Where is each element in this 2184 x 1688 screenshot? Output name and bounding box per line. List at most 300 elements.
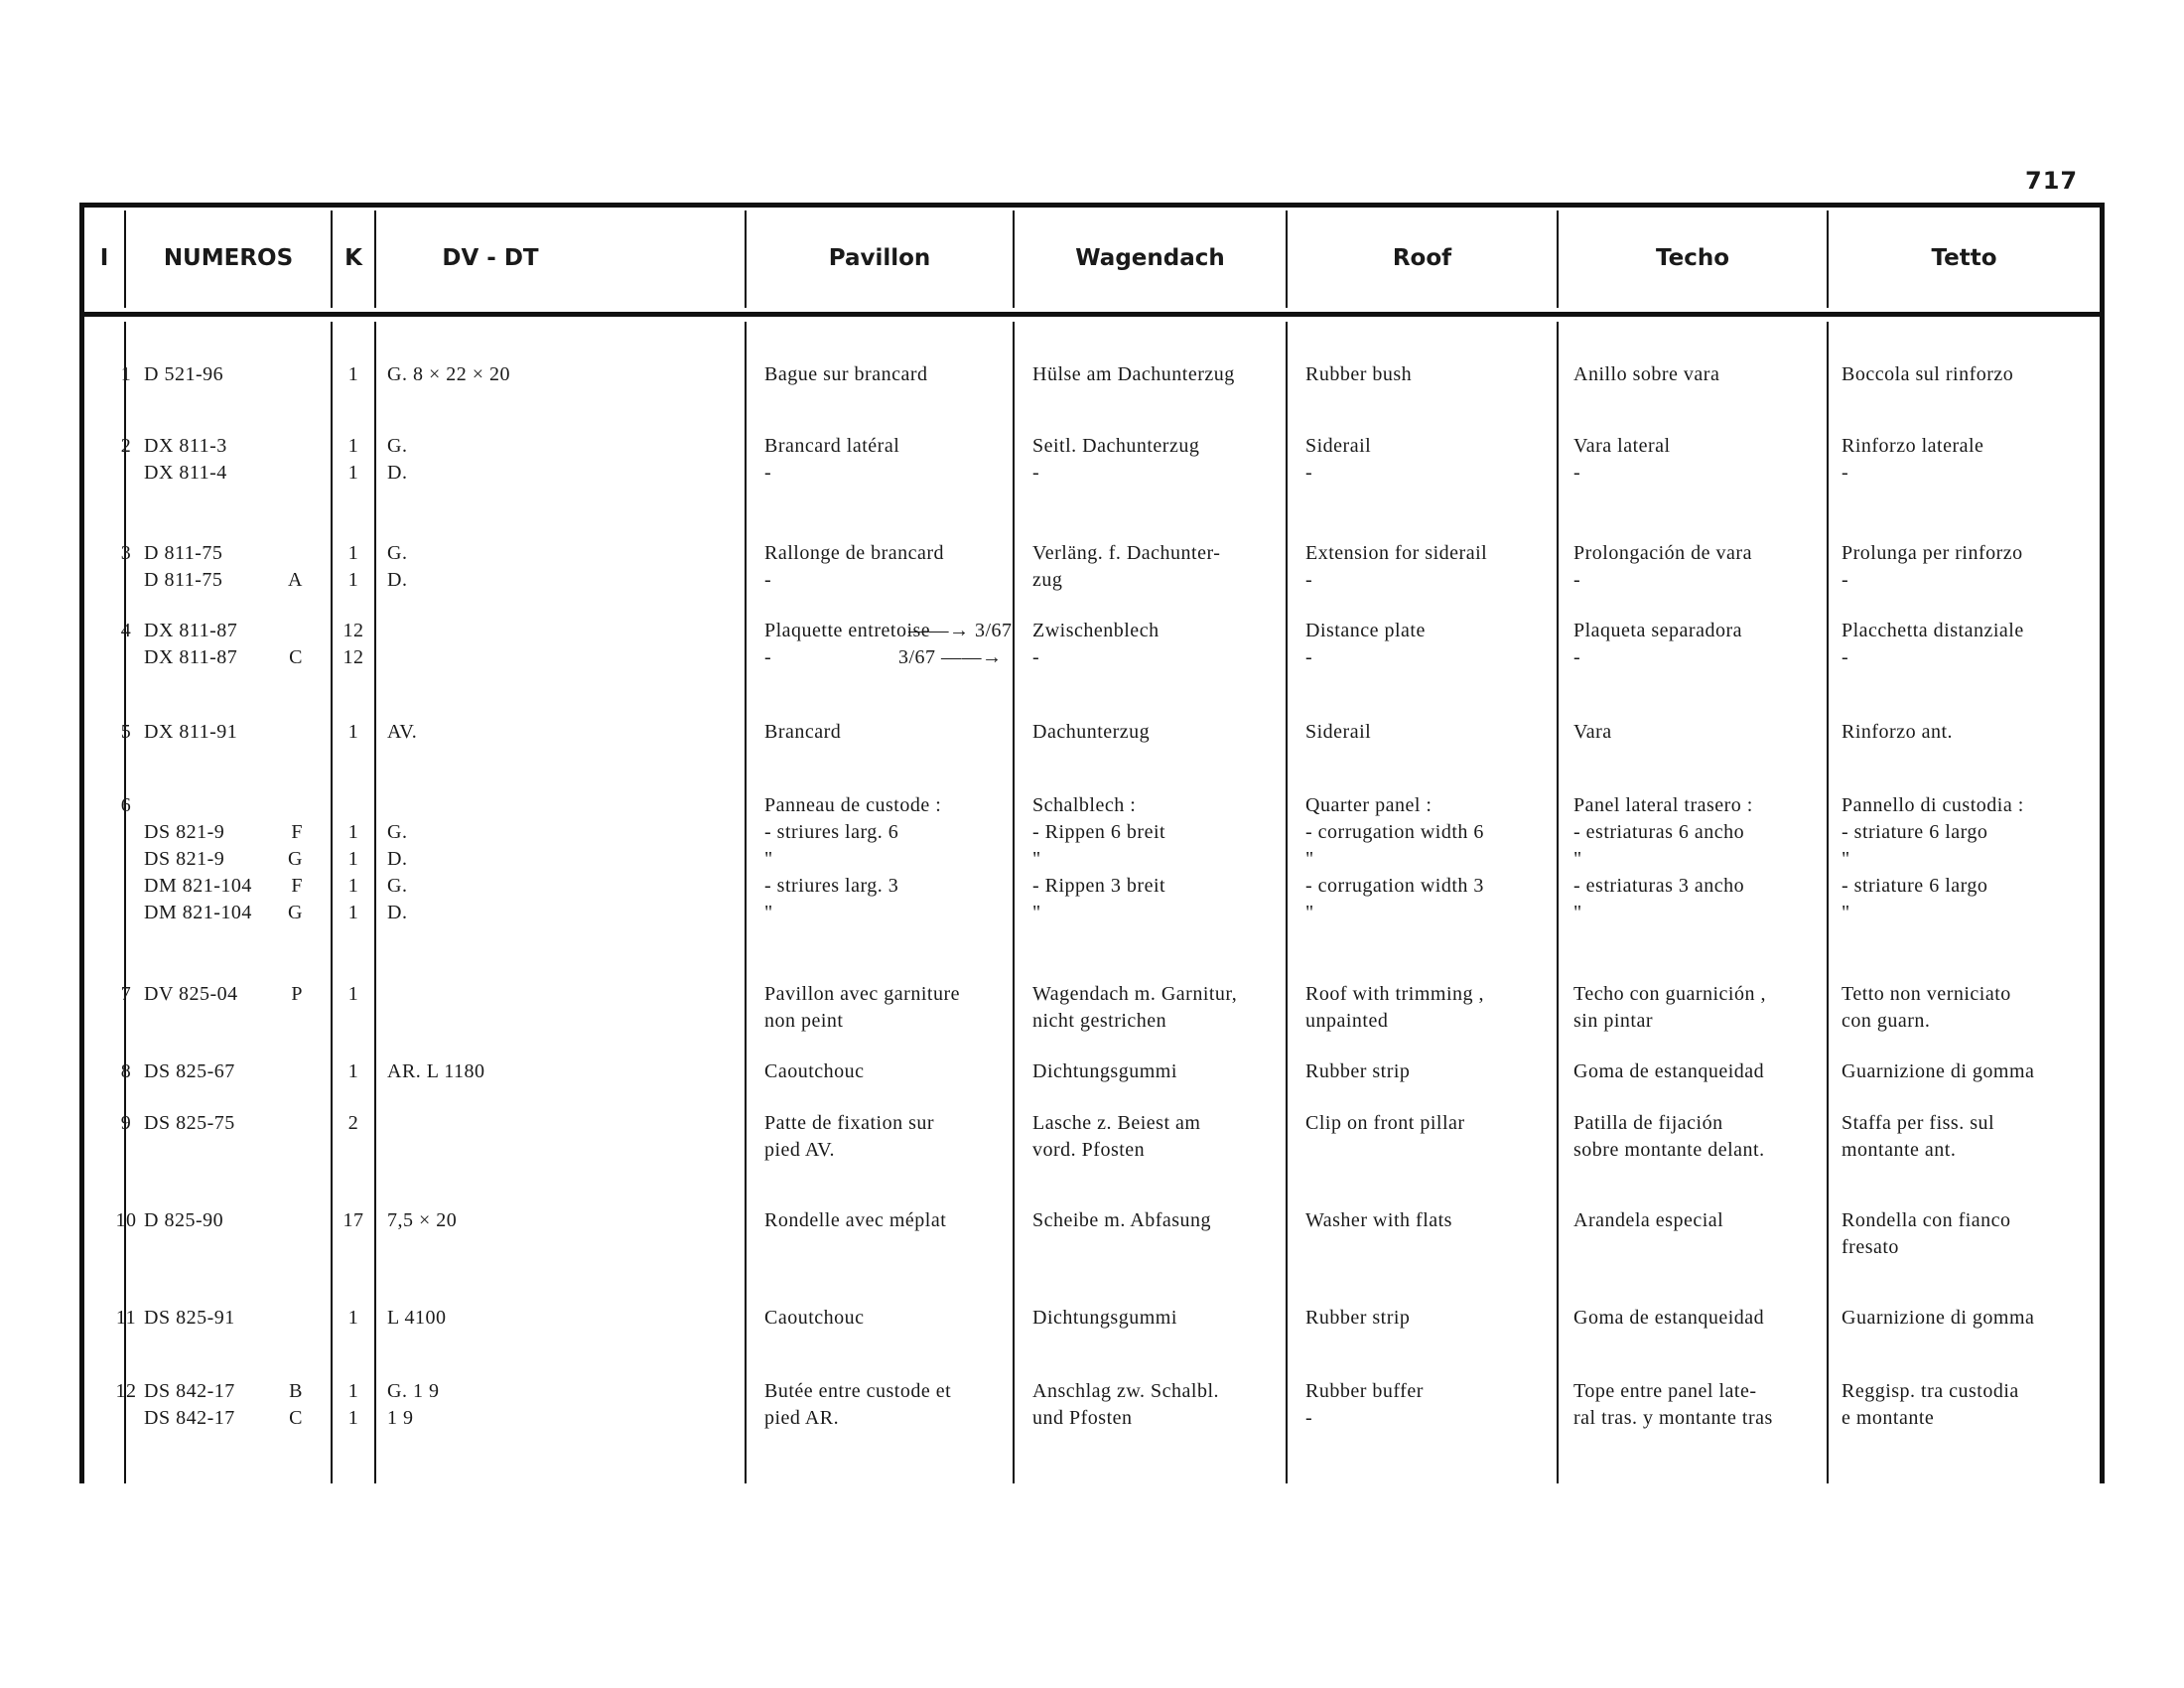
cell-line: 1 bbox=[347, 1407, 359, 1429]
cell-line: 1 bbox=[347, 435, 359, 457]
cell-line: " bbox=[1573, 848, 1582, 870]
part-number-line bbox=[144, 819, 323, 846]
part-number-line bbox=[144, 460, 323, 487]
cell-line: Rallonge de brancard bbox=[764, 542, 945, 564]
part-suffix: C bbox=[289, 646, 303, 668]
part-code: D 825-90 bbox=[144, 1209, 224, 1231]
part-number bbox=[144, 433, 323, 487]
cell-line: - bbox=[1842, 646, 1849, 668]
quantity bbox=[334, 618, 373, 671]
quantity bbox=[334, 1058, 373, 1085]
cell-line: AR. L 1180 bbox=[387, 1060, 485, 1082]
desc-italian bbox=[1842, 361, 2100, 388]
part-number-line bbox=[144, 873, 323, 900]
dv-dt-spec bbox=[387, 433, 784, 487]
cell-line: G. bbox=[387, 821, 408, 843]
cell-line: - bbox=[1305, 462, 1313, 484]
part-number-line bbox=[144, 540, 323, 567]
cell-line: Prolongación de vara bbox=[1573, 542, 1752, 564]
cell-line: Hülse am Dachunterzug bbox=[1032, 363, 1235, 385]
date-arrow-from: 3/67 ——→ bbox=[898, 646, 1003, 668]
desc-english bbox=[1305, 433, 1573, 487]
table-frame-right bbox=[2100, 203, 2105, 1483]
header-german: Wagendach bbox=[1075, 245, 1225, 271]
cell-line: 1 9 bbox=[387, 1407, 414, 1429]
desc-english bbox=[1305, 1110, 1573, 1137]
header-rule bbox=[84, 312, 2100, 317]
cell-line: fresato bbox=[1842, 1236, 1899, 1258]
part-number-line bbox=[144, 1058, 323, 1085]
cell-line: 2 bbox=[347, 1112, 359, 1134]
header-spanish: Techo bbox=[1655, 245, 1730, 271]
cell-line: Vara bbox=[1573, 721, 1612, 743]
cell-line: - bbox=[1305, 569, 1313, 591]
dv-dt-spec bbox=[387, 540, 784, 594]
page-number: 717 bbox=[2025, 167, 2079, 195]
cell-line: " bbox=[764, 902, 773, 923]
item-index: 8 bbox=[120, 1060, 132, 1082]
item-index: 4 bbox=[120, 620, 132, 641]
cell-line: D. bbox=[387, 462, 408, 484]
part-number-line bbox=[144, 846, 323, 873]
cell-line: Plaqueta separadora bbox=[1573, 620, 1742, 641]
item-index: 12 bbox=[115, 1380, 137, 1402]
cell-line: Goma de estanqueidad bbox=[1573, 1307, 1765, 1329]
desc-german bbox=[1032, 719, 1300, 746]
cell-line: Roof with trimming , bbox=[1305, 983, 1484, 1005]
part-number-line bbox=[144, 644, 323, 671]
desc-italian bbox=[1842, 1110, 2100, 1164]
desc-spanish bbox=[1573, 1207, 1842, 1234]
desc-english bbox=[1305, 719, 1573, 746]
dv-dt-spec bbox=[387, 1207, 784, 1234]
cell-line: Anillo sobre vara bbox=[1573, 363, 1720, 385]
cell-line: 7,5 × 20 bbox=[387, 1209, 458, 1231]
part-suffix: G bbox=[288, 848, 303, 870]
parts-table bbox=[79, 203, 2105, 1483]
desc-italian bbox=[1842, 981, 2100, 1035]
cell-line: - striature 6 largo bbox=[1842, 875, 1988, 897]
cell-line: Dichtungsgummi bbox=[1032, 1307, 1177, 1329]
cell-line: Caoutchouc bbox=[764, 1060, 865, 1082]
part-code: DX 811-91 bbox=[144, 721, 238, 743]
header-dv-dt: DV - DT bbox=[442, 245, 539, 271]
desc-french bbox=[764, 981, 1032, 1035]
desc-italian bbox=[1842, 719, 2100, 746]
part-code: DS 821-9 bbox=[144, 848, 225, 870]
cell-line: - bbox=[1573, 462, 1581, 484]
part-number-line bbox=[144, 1305, 323, 1332]
cell-line: 1 bbox=[347, 542, 359, 564]
desc-italian bbox=[1842, 540, 2100, 594]
desc-spanish bbox=[1573, 618, 1842, 671]
desc-english bbox=[1305, 792, 1573, 926]
cell-line: L 4100 bbox=[387, 1307, 447, 1329]
cell-line: sin pintar bbox=[1573, 1010, 1653, 1032]
cell-line: " bbox=[1305, 848, 1314, 870]
desc-german bbox=[1032, 1305, 1300, 1332]
part-number-line bbox=[144, 1378, 323, 1405]
part-number bbox=[144, 1305, 323, 1332]
cell-line: e montante bbox=[1842, 1407, 1935, 1429]
cell-line: - bbox=[764, 569, 772, 591]
dv-dt-spec bbox=[387, 361, 784, 388]
desc-spanish bbox=[1573, 1378, 1842, 1432]
cell-line: Rubber strip bbox=[1305, 1060, 1411, 1082]
item-index: 5 bbox=[120, 721, 132, 743]
part-suffix: F bbox=[291, 875, 303, 897]
quantity bbox=[334, 361, 373, 388]
cell-line: - bbox=[1573, 646, 1581, 668]
cell-line bbox=[387, 792, 784, 819]
part-number-line bbox=[144, 1110, 323, 1137]
cell-line: " bbox=[1842, 902, 1850, 923]
desc-german bbox=[1032, 433, 1300, 487]
part-number-line bbox=[144, 567, 323, 594]
cell-line: Panneau de custode : bbox=[764, 794, 942, 816]
part-code: DS 842-17 bbox=[144, 1380, 235, 1402]
desc-italian bbox=[1842, 618, 2100, 671]
part-code: DS 825-67 bbox=[144, 1060, 235, 1082]
quantity bbox=[334, 792, 373, 926]
desc-french bbox=[764, 1305, 1032, 1332]
cell-line: - corrugation width 6 bbox=[1305, 821, 1484, 843]
cell-line: Pannello di custodia : bbox=[1842, 794, 2024, 816]
dv-dt-spec bbox=[387, 1058, 784, 1085]
cell-line: Dachunterzug bbox=[1032, 721, 1151, 743]
part-suffix: C bbox=[289, 1407, 303, 1429]
cell-line: Schalblech : bbox=[1032, 794, 1137, 816]
part-number-line bbox=[144, 900, 323, 926]
cell-line: 1 bbox=[347, 1380, 359, 1402]
part-code: DM 821-104 bbox=[144, 902, 252, 923]
item-index: 11 bbox=[115, 1307, 137, 1329]
part-number-line bbox=[144, 433, 323, 460]
cell-line: Patilla de fijación bbox=[1573, 1112, 1723, 1134]
cell-line: Distance plate bbox=[1305, 620, 1426, 641]
part-code: DM 821-104 bbox=[144, 875, 252, 897]
cell-line: Extension for siderail bbox=[1305, 542, 1488, 564]
desc-english bbox=[1305, 361, 1573, 388]
cell-line: pied AV. bbox=[764, 1139, 836, 1161]
cell-line: Clip on front pillar bbox=[1305, 1112, 1465, 1134]
cell-line: Prolunga per rinforzo bbox=[1842, 542, 2023, 564]
header-english: Roof bbox=[1392, 245, 1452, 271]
cell-line: - bbox=[1032, 646, 1040, 668]
cell-line: Tetto non verniciato bbox=[1842, 983, 2011, 1005]
cell-line: 1 bbox=[347, 1307, 359, 1329]
cell-line: - bbox=[1305, 1407, 1313, 1429]
part-suffix: F bbox=[291, 821, 303, 843]
desc-french bbox=[764, 1110, 1032, 1164]
dv-dt-spec bbox=[387, 792, 784, 926]
item-index: 6 bbox=[120, 794, 132, 816]
desc-english bbox=[1305, 618, 1573, 671]
cell-line: " bbox=[1305, 902, 1314, 923]
cell-line: Siderail bbox=[1305, 721, 1372, 743]
cell-line: 1 bbox=[347, 983, 359, 1005]
cell-line: Siderail bbox=[1305, 435, 1372, 457]
cell-line: - Rippen 6 breit bbox=[1032, 821, 1166, 843]
cell-line: - bbox=[764, 646, 772, 668]
desc-spanish bbox=[1573, 719, 1842, 746]
part-code: DS 825-75 bbox=[144, 1112, 235, 1134]
cell-line: Anschlag zw. Schalbl. bbox=[1032, 1380, 1220, 1402]
cell-line: Placchetta distanziale bbox=[1842, 620, 2024, 641]
cell-line: Panel lateral trasero : bbox=[1573, 794, 1753, 816]
cell-line: Tope entre panel late- bbox=[1573, 1380, 1757, 1402]
part-suffix: P bbox=[291, 983, 303, 1005]
part-code: D 521-96 bbox=[144, 363, 224, 385]
part-number bbox=[144, 719, 323, 746]
cell-line: con guarn. bbox=[1842, 1010, 1931, 1032]
desc-spanish bbox=[1573, 1305, 1842, 1332]
cell-line: Caoutchouc bbox=[764, 1307, 865, 1329]
desc-italian bbox=[1842, 1378, 2100, 1432]
cell-line: Rubber buffer bbox=[1305, 1380, 1424, 1402]
cell-line: Rubber bush bbox=[1305, 363, 1413, 385]
desc-spanish bbox=[1573, 540, 1842, 594]
cell-line: unpainted bbox=[1305, 1010, 1389, 1032]
part-number-line bbox=[144, 1207, 323, 1234]
part-code: D 811-75 bbox=[144, 542, 223, 564]
cell-line: Reggisp. tra custodia bbox=[1842, 1380, 2019, 1402]
cell-line: D. bbox=[387, 569, 408, 591]
cell-line: und Pfosten bbox=[1032, 1407, 1133, 1429]
cell-line: pied AR. bbox=[764, 1407, 840, 1429]
cell-line: nicht gestrichen bbox=[1032, 1010, 1167, 1032]
part-number-line bbox=[144, 361, 323, 388]
part-code: DX 811-3 bbox=[144, 435, 227, 457]
dv-dt-spec bbox=[387, 1378, 784, 1432]
cell-line: Lasche z. Beiest am bbox=[1032, 1112, 1201, 1134]
cell-line: 1 bbox=[347, 363, 359, 385]
cell-line: " bbox=[1032, 848, 1041, 870]
cell-line: G. 1 9 bbox=[387, 1380, 440, 1402]
desc-french bbox=[764, 1058, 1032, 1085]
cell-line: Rinforzo laterale bbox=[1842, 435, 1984, 457]
cell-line: sobre montante delant. bbox=[1573, 1139, 1765, 1161]
cell-line: 1 bbox=[347, 721, 359, 743]
cell-line: Butée entre custode et bbox=[764, 1380, 952, 1402]
cell-line: G. bbox=[387, 875, 408, 897]
cell-line: Quarter panel : bbox=[1305, 794, 1433, 816]
desc-spanish bbox=[1573, 1058, 1842, 1085]
cell-line: Zwischenblech bbox=[1032, 620, 1160, 641]
part-number bbox=[144, 540, 323, 594]
cell-line: Guarnizione di gomma bbox=[1842, 1060, 2035, 1082]
cell-line: D. bbox=[387, 848, 408, 870]
cell-line: Rinforzo ant. bbox=[1842, 721, 1954, 743]
cell-line: - estriaturas 3 ancho bbox=[1573, 875, 1745, 897]
cell-line: 17 bbox=[342, 1209, 364, 1231]
desc-english bbox=[1305, 540, 1573, 594]
cell-line: - bbox=[1032, 462, 1040, 484]
table-frame-top bbox=[79, 203, 2105, 208]
quantity bbox=[334, 981, 373, 1008]
cell-line: - corrugation width 3 bbox=[1305, 875, 1484, 897]
cell-line: 1 bbox=[347, 821, 359, 843]
column-divider bbox=[374, 322, 376, 1483]
part-number-line bbox=[144, 1405, 323, 1432]
cell-line: " bbox=[1573, 902, 1582, 923]
quantity bbox=[334, 1110, 373, 1137]
part-code: DV 825-04 bbox=[144, 983, 238, 1005]
cell-line: AV. bbox=[387, 721, 418, 743]
cell-line: Rubber strip bbox=[1305, 1307, 1411, 1329]
part-code: DX 811-87 bbox=[144, 620, 238, 641]
cell-line: montante ant. bbox=[1842, 1139, 1957, 1161]
cell-line: Brancard latéral bbox=[764, 435, 900, 457]
cell-line: Patte de fixation sur bbox=[764, 1112, 935, 1134]
desc-german bbox=[1032, 618, 1300, 671]
header-french: Pavillon bbox=[828, 245, 931, 271]
cell-line: 12 bbox=[342, 620, 364, 641]
desc-french bbox=[764, 792, 1032, 926]
desc-english bbox=[1305, 1207, 1573, 1234]
cell-line: Goma de estanqueidad bbox=[1573, 1060, 1765, 1082]
desc-italian bbox=[1842, 1207, 2100, 1261]
desc-english bbox=[1305, 1305, 1573, 1332]
cell-line: Verläng. f. Dachunter- bbox=[1032, 542, 1221, 564]
cell-line: G. 8 × 22 × 20 bbox=[387, 363, 511, 385]
cell-line: - Rippen 3 breit bbox=[1032, 875, 1166, 897]
part-suffix: B bbox=[289, 1380, 303, 1402]
cell-line: 1 bbox=[347, 875, 359, 897]
item-index: 3 bbox=[120, 542, 132, 564]
cell-line: zug bbox=[1032, 569, 1063, 591]
cell-line: vord. Pfosten bbox=[1032, 1139, 1146, 1161]
quantity bbox=[334, 719, 373, 746]
cell-line: 1 bbox=[347, 569, 359, 591]
cell-line: " bbox=[764, 848, 773, 870]
desc-german bbox=[1032, 792, 1300, 926]
cell-line: Staffa per fiss. sul bbox=[1842, 1112, 1995, 1134]
cell-line: D. bbox=[387, 902, 408, 923]
cell-line: - striures larg. 6 bbox=[764, 821, 899, 843]
desc-french bbox=[764, 1207, 1032, 1234]
cell-line: G. bbox=[387, 542, 408, 564]
cell-line: Wagendach m. Garnitur, bbox=[1032, 983, 1238, 1005]
part-number bbox=[144, 618, 323, 671]
cell-line: Seitl. Dachunterzug bbox=[1032, 435, 1200, 457]
cell-line: Guarnizione di gomma bbox=[1842, 1307, 2035, 1329]
part-number bbox=[144, 981, 323, 1008]
cell-line: - estriaturas 6 ancho bbox=[1573, 821, 1745, 843]
desc-spanish bbox=[1573, 361, 1842, 388]
cell-line: Dichtungsgummi bbox=[1032, 1060, 1177, 1082]
dv-dt-spec bbox=[387, 1305, 784, 1332]
cell-line: - bbox=[1842, 569, 1849, 591]
desc-italian bbox=[1842, 433, 2100, 487]
desc-italian bbox=[1842, 792, 2100, 926]
desc-italian bbox=[1842, 1058, 2100, 1085]
part-number bbox=[144, 792, 323, 926]
desc-english bbox=[1305, 981, 1573, 1035]
part-number-line bbox=[144, 719, 323, 746]
item-index: 2 bbox=[120, 435, 132, 457]
cell-line: 1 bbox=[347, 848, 359, 870]
header-k: K bbox=[344, 245, 362, 271]
desc-german bbox=[1032, 1058, 1300, 1085]
desc-german bbox=[1032, 361, 1300, 388]
cell-line: 1 bbox=[347, 462, 359, 484]
cell-line bbox=[334, 792, 373, 819]
column-divider bbox=[331, 322, 333, 1483]
cell-line: - bbox=[1305, 646, 1313, 668]
cell-line: Bague sur brancard bbox=[764, 363, 928, 385]
cell-line: ral tras. y montante tras bbox=[1573, 1407, 1773, 1429]
quantity bbox=[334, 540, 373, 594]
desc-spanish bbox=[1573, 792, 1842, 926]
part-number bbox=[144, 1378, 323, 1432]
cell-line: G. bbox=[387, 435, 408, 457]
cell-line: 1 bbox=[347, 902, 359, 923]
desc-french bbox=[764, 719, 1032, 746]
desc-spanish bbox=[1573, 981, 1842, 1035]
desc-french bbox=[764, 1378, 1032, 1432]
desc-french bbox=[764, 540, 1032, 594]
desc-english bbox=[1305, 1378, 1573, 1432]
cell-line: Scheibe m. Abfasung bbox=[1032, 1209, 1212, 1231]
part-number bbox=[144, 1110, 323, 1137]
cell-line: Rondelle avec méplat bbox=[764, 1209, 947, 1231]
header-italian: Tetto bbox=[1931, 245, 1997, 271]
part-code: D 811-75 bbox=[144, 569, 223, 591]
quantity bbox=[334, 433, 373, 487]
desc-spanish bbox=[1573, 1110, 1842, 1164]
header-numeros: NUMEROS bbox=[163, 245, 294, 271]
desc-german bbox=[1032, 540, 1300, 594]
item-index: 7 bbox=[120, 983, 132, 1005]
part-number-line bbox=[144, 981, 323, 1008]
cell-line: Rondella con fianco bbox=[1842, 1209, 2011, 1231]
item-index: 9 bbox=[120, 1112, 132, 1134]
header-index: I bbox=[99, 245, 109, 271]
cell-line: 12 bbox=[342, 646, 364, 668]
cell-line: - striature 6 largo bbox=[1842, 821, 1988, 843]
desc-german bbox=[1032, 1110, 1300, 1164]
cell-line: " bbox=[1842, 848, 1850, 870]
quantity bbox=[334, 1378, 373, 1432]
desc-german bbox=[1032, 1207, 1300, 1234]
cell-line: Vara lateral bbox=[1573, 435, 1671, 457]
cell-line: 1 bbox=[347, 1060, 359, 1082]
part-code: DX 811-87 bbox=[144, 646, 238, 668]
cell-line: - bbox=[1842, 462, 1849, 484]
part-number bbox=[144, 1207, 323, 1234]
cell-line: Techo con guarnición , bbox=[1573, 983, 1766, 1005]
dv-dt-spec bbox=[387, 719, 784, 746]
part-suffix: G bbox=[288, 902, 303, 923]
part-code: DS 821-9 bbox=[144, 821, 225, 843]
item-index: 1 bbox=[120, 363, 132, 385]
cell-line: Brancard bbox=[764, 721, 842, 743]
quantity bbox=[334, 1207, 373, 1234]
desc-italian bbox=[1842, 1305, 2100, 1332]
cell-line: - bbox=[1573, 569, 1581, 591]
desc-spanish bbox=[1573, 433, 1842, 487]
part-suffix: A bbox=[288, 569, 303, 591]
desc-german bbox=[1032, 1378, 1300, 1432]
cell-line: Boccola sul rinforzo bbox=[1842, 363, 2014, 385]
cell-line: - striures larg. 3 bbox=[764, 875, 899, 897]
desc-english bbox=[1305, 1058, 1573, 1085]
quantity bbox=[334, 1305, 373, 1332]
cell-line: - bbox=[764, 462, 772, 484]
desc-german bbox=[1032, 981, 1300, 1035]
cell-line: " bbox=[1032, 902, 1041, 923]
